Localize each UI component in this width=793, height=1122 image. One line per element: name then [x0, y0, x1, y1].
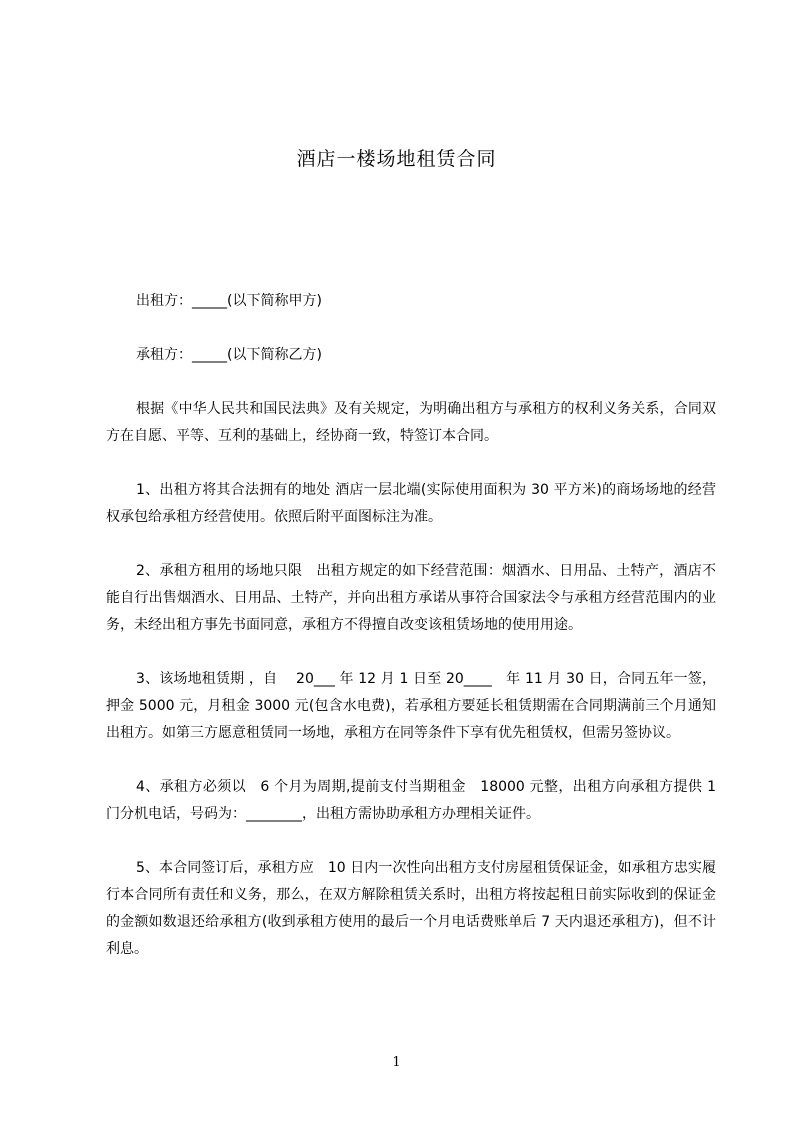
paragraph-lessee: 承租方：_____(以下简称乙方): [136, 347, 322, 363]
paragraph-clause-2: 2、承租方租用的场地只限 出租方规定的如下经营范围：烟酒水、日用品、土特产，酒店不能自行出售烟酒水、日用品、土特产，并向出租方承诺从事符合国家法令与承租方经营范围内的业务，未经出租方事先书面同意，承租方不得擅自改变该租赁场地的使用用途。: [106, 563, 716, 633]
paragraph-lessor: 出租方：_____(以下简称甲方): [136, 293, 322, 309]
paragraph-clause-3: 3、该场地租赁期 ，自 20___ 年 12 月 1 日至 20____ 年 11 月 30 日，合同五年一签，押金 5000 元，月租金 3000 元(包含水电费)，若承租方要延长租赁期需在合同期满前三个月通知出租方。如第三方愿意租赁同一场地，承租方在同等条件下享有优先租赁权，但需另签协议。: [106, 671, 716, 741]
paragraph-preamble: 根据《中华人民共和国民法典》及有关规定，为明确出租方与承租方的权利义务关系，合同双方在自愿、平等、互利的基础上，经协商一致，特签订本合同。: [106, 401, 716, 444]
paragraph-clause-4: 4、承租方必须以 6 个月为周期,提前支付当期租金 18000 元整，出租方向承租方提供 1 门分机电话，号码为：________，出租方需协助承租方办理相关证件。: [106, 779, 716, 822]
document-title: 酒店一楼场地租赁合同: [296, 148, 497, 170]
page-number: 1: [392, 1055, 401, 1070]
paragraph-clause-1: 1、出租方将其合法拥有的地处 酒店一层北端(实际使用面积为 30 平方米)的商场场地的经营权承包给承租方经营使用。依照后附平面图标注为准。: [106, 482, 716, 525]
paragraph-clause-5: 5、本合同签订后，承租方应 10 日内一次性向出租方支付房屋租赁保证金，如承租方忠实履行本合同所有责任和义务，那么，在双方解除租赁关系时，出租方将按起租日前实际收到的保证金的金额如数退还给承租方(收到承租方使用的最后一个月电话费账单后 7 天内退还承租方)，但不计利息。: [106, 860, 716, 957]
document-body: [106, 288, 716, 990]
